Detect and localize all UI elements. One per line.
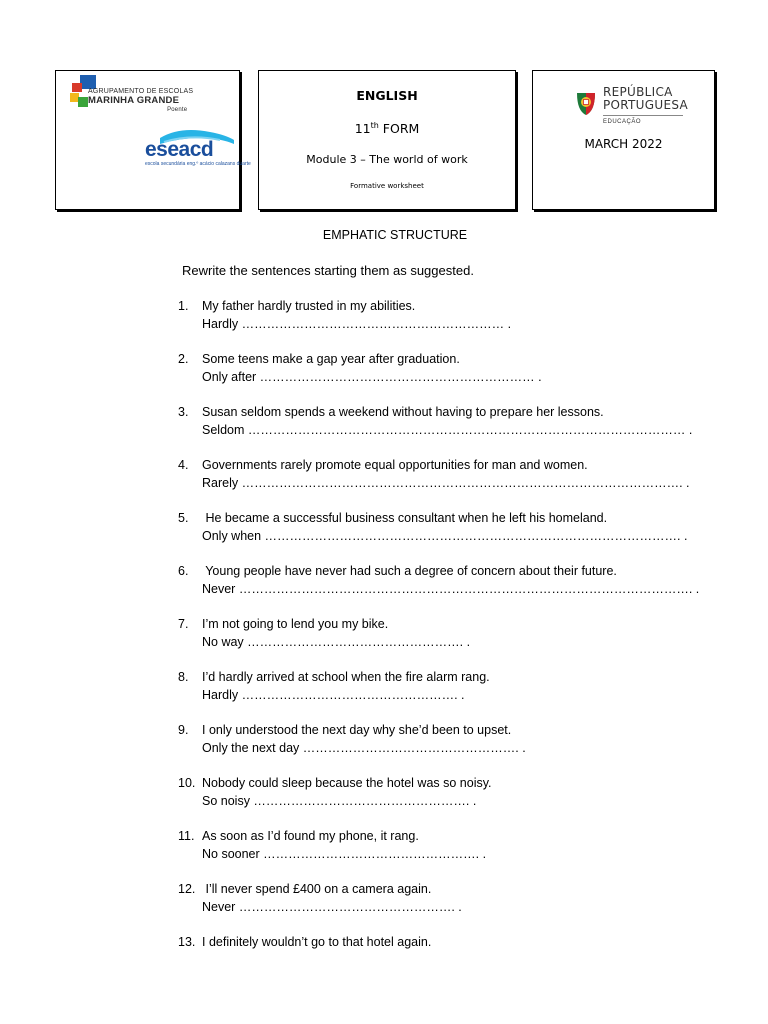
exercise-item (178, 880, 462, 916)
exercise-sentence: I’m not going to lend you my bike. (202, 617, 389, 631)
republica-portuguesa-emblem-icon (573, 87, 599, 117)
exercise-item (178, 562, 699, 598)
exercise-number: 10. (178, 776, 196, 790)
eseacd-logo-word: eseacd (145, 138, 214, 161)
eseacd-logo-subtitle: escola secundária eng.º acácio calazans duarte (145, 161, 251, 167)
school-group-line3: Poente (167, 107, 188, 113)
exercise-item (178, 827, 486, 863)
answer-prompt[interactable]: No way ……………………………………………. . (202, 635, 471, 649)
exercise-item (178, 456, 690, 492)
exercise-item (178, 403, 692, 439)
exercise-item (178, 668, 490, 704)
exercise-item (178, 933, 431, 951)
exercise-sentence: My father hardly trusted in my abilities. (202, 299, 416, 313)
republic-box (532, 70, 715, 210)
exercise-sentence: I only understood the next day why she’d been to upset. (202, 723, 512, 737)
exercise-number: 11. (178, 829, 195, 843)
exercise-item (178, 509, 687, 545)
answer-prompt[interactable]: Only when ………………………………………………………………………………………. . (202, 529, 688, 543)
exercise-sentence: I’ll never spend £400 on a camera again. (202, 882, 432, 896)
exercise-item (178, 297, 511, 333)
republic-line2: PORTUGUESA (603, 98, 688, 112)
answer-prompt[interactable]: Never ……………………………………………. . (202, 900, 462, 914)
exercise-number: 6. (178, 564, 189, 578)
ministry-label: EDUCAÇÃO (603, 119, 642, 125)
exercise-item (178, 721, 526, 757)
page-title: EMPHATIC STRUCTURE (322, 228, 468, 242)
exercise-item (178, 350, 542, 386)
republic-divider (603, 115, 683, 116)
instructions: Rewrite the sentences starting them as suggested. (182, 263, 474, 278)
exercise-number: 4. (178, 458, 189, 472)
course-info-box (258, 70, 516, 210)
exercise-number: 7. (178, 617, 189, 631)
exercise-item (178, 615, 470, 651)
answer-prompt[interactable]: Hardly ……………………………………………. . (202, 688, 465, 702)
exercise-number: 8. (178, 670, 189, 684)
exercise-sentence: Governments rarely promote equal opportunities for man and women. (202, 458, 588, 472)
exercise-number: 2. (178, 352, 189, 366)
exercise-sentence: Some teens make a gap year after graduation. (202, 352, 460, 366)
republic-line1: REPÚBLICA (603, 85, 673, 99)
exercise-number: 9. (178, 723, 189, 737)
exercise-sentence: I’d hardly arrived at school when the fire alarm rang. (202, 670, 490, 684)
worksheet-date: MARCH 2022 (584, 137, 663, 151)
agrupamento-name (88, 88, 193, 114)
exercise-sentence: As soon as I’d found my phone, it rang. (202, 829, 419, 843)
answer-prompt[interactable]: No sooner ……………………………………………. . (202, 847, 487, 861)
answer-prompt[interactable]: Only the next day ……………………………………………. . (202, 741, 526, 755)
answer-prompt[interactable]: So noisy ……………………………………………. . (202, 794, 477, 808)
answer-prompt[interactable]: Seldom …………………………………………………………………………………………… . (202, 423, 693, 437)
exercise-sentence: He became a successful business consultant when he left his homeland. (202, 511, 608, 525)
school-group-line2: MARINHA GRANDE (88, 95, 180, 106)
exercise-number: 3. (178, 405, 189, 419)
exercise-sentence: Nobody could sleep because the hotel was so noisy. (202, 776, 492, 790)
form-level (259, 121, 515, 136)
exercise-sentence: Young people have never had such a degree of concern about their future. (202, 564, 617, 578)
form-number: 11 (354, 121, 371, 137)
republica-wordmark (603, 86, 688, 112)
answer-prompt[interactable]: Hardly ……………………………………………………… . (202, 317, 512, 331)
module-title: Module 3 – The world of work (306, 153, 468, 166)
subject-title: ENGLISH (356, 88, 418, 103)
answer-prompt[interactable]: Only after ………………………………………………………… . (202, 370, 542, 384)
form-label: FORM (378, 121, 420, 137)
exercise-number: 13. (178, 935, 196, 949)
exercise-number: 5. (178, 511, 189, 525)
exercise-item (178, 774, 492, 810)
school-logos-box (55, 70, 251, 210)
answer-prompt[interactable]: Rarely ……………………………………………………………………………………………. . (202, 476, 690, 490)
school-group-line1: AGRUPAMENTO DE ESCOLAS (88, 88, 194, 95)
exercise-sentence: Susan seldom spends a weekend without having to prepare her lessons. (202, 405, 604, 419)
answer-prompt[interactable]: Never ………………………………………………………………………………………………. . (202, 582, 700, 596)
exercise-number: 1. (178, 299, 189, 313)
exercise-number: 12. (178, 882, 196, 896)
worksheet-type: Formative worksheet (350, 182, 424, 190)
form-suffix: th (370, 121, 379, 130)
exercise-sentence: I definitely wouldn’t go to that hotel again. (202, 935, 432, 949)
